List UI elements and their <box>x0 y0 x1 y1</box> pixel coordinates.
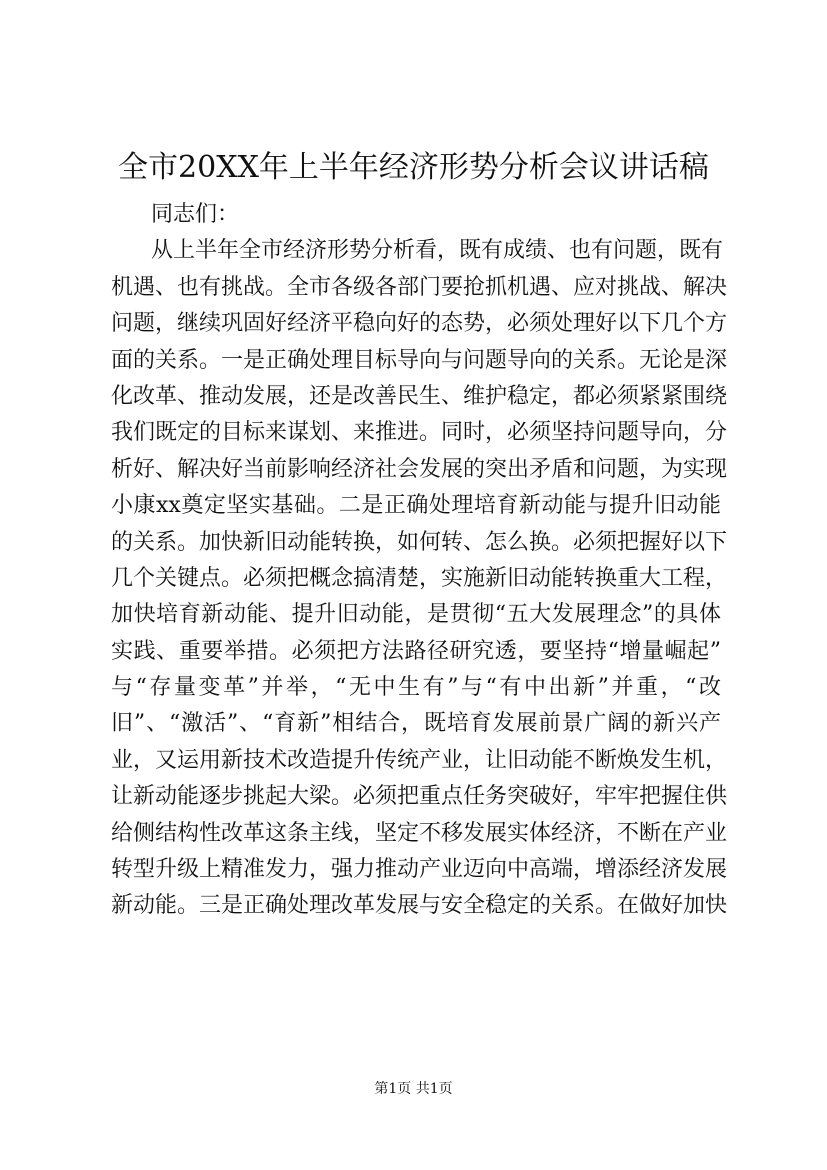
page-footer: 第1页 共1页 <box>374 1081 453 1097</box>
paragraph-line: 加快培育新动能、提升旧动能，是贯彻“五大发展理念”的具体 <box>111 602 721 628</box>
paragraph-line: 旧”、“激活”、“育新”相结合，既培育发展前景广阔的新兴产 <box>111 711 721 737</box>
paragraph-line: 的关系。加快新旧动能转换，如何转、怎么换。必须把握好以下 <box>111 529 728 555</box>
paragraph-line: 问题，继续巩固好经济平稳向好的态势，必须处理好以下几个方 <box>111 311 728 337</box>
paragraph-line: 小康xx奠定坚实基础。二是正确处理培育新动能与提升旧动能 <box>111 493 721 519</box>
paragraph-line: 与“存量变革”并举，“无中生有”与“有中出新”并重，“改 <box>111 675 721 701</box>
paragraph-line: 化改革、推动发展，还是改善民生、维护稳定，都必须紧紧围绕 <box>111 383 728 409</box>
paragraph-line: 实践、重要举措。必须把方法路径研究透，要坚持“增量崛起” <box>111 638 721 664</box>
paragraph-line: 让新动能逐步挑起大梁。必须把重点任务突破好，牢牢把握住供 <box>111 784 728 810</box>
paragraph-line: 析好、解决好当前影响经济社会发展的突出矛盾和问题，为实现 <box>111 456 728 482</box>
paragraph-line: 从上半年全市经济形势分析看，既有成绩、也有问题，既有 <box>151 238 724 264</box>
salutation: 同志们： <box>151 202 240 227</box>
document-body <box>111 197 728 925</box>
document-title: 全市20XX年上半年经济形势分析会议讲话稿 <box>118 150 709 185</box>
paragraph-line: 业，又运用新技术改造提升传统产业，让旧动能不断焕发生机， <box>111 747 728 773</box>
paragraph-line: 新动能。三是正确处理改革发展与安全稳定的关系。在做好加快 <box>111 893 728 919</box>
paragraph-line: 给侧结构性改革这条主线，坚定不移发展实体经济，不断在产业 <box>111 820 728 846</box>
paragraph-line: 面的关系。一是正确处理目标导向与问题导向的关系。无论是深 <box>111 347 728 373</box>
paragraph-line: 机遇、也有挑战。全市各级各部门要抢抓机遇、应对挑战、解决 <box>111 274 728 300</box>
paragraph-line: 我们既定的目标来谋划、来推进。同时，必须坚持问题导向，分 <box>111 420 728 446</box>
paragraph-line: 几个关键点。必须把概念搞清楚，实施新旧动能转换重大工程， <box>111 565 728 591</box>
paragraph-line: 转型升级上精准发力，强力推动产业迈向中高端，增添经济发展 <box>111 857 728 883</box>
